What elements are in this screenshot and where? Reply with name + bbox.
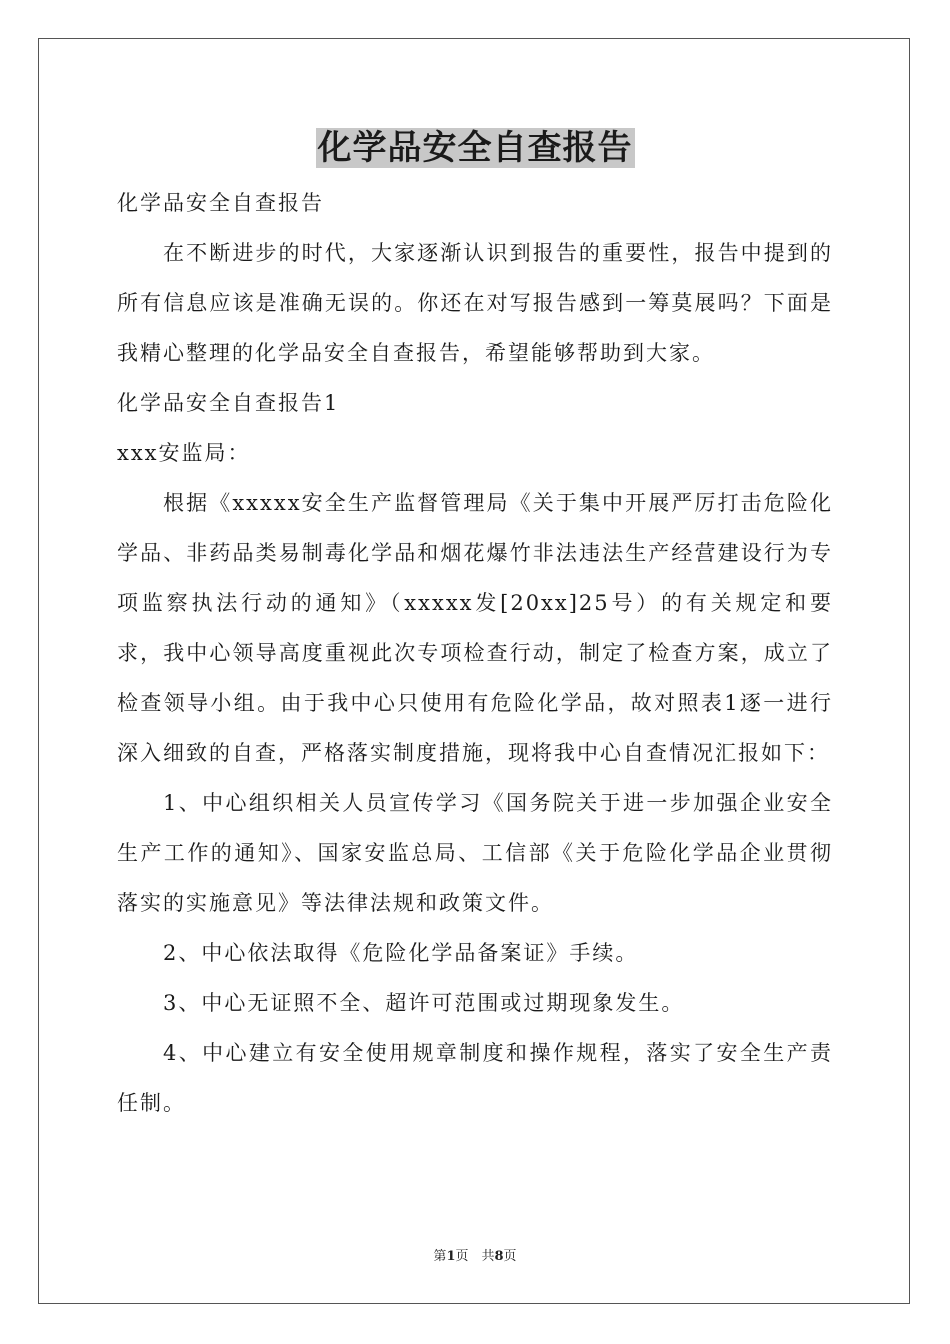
body-paragraph: 根据《xxxxx安全生产监督管理局《关于集中开展严厉打击危险化学品、非药品类易制毒化学品和烟花爆竹非法违法生产经营建设行为专项监察执法行动的通知》（xxxxx发[20xx]25号）的有关规定和要求，我中心领导高度重视此次专项检查行动，制定了检查方案，成立了检查领导小组。由于我中心只使用有危险化学品，故对照表1逐一进行深入细致的自查，严格落实制度措施，现将我中心自查情况汇报如下： bbox=[117, 491, 833, 765]
list-item-1: 1、中心组织相关人员宣传学习《国务院关于进一步加强企业安全生产工作的通知》、国家安监总局、工信部《关于危险化学品企业贯彻落实的实施意见》等法律法规和政策文件。 bbox=[117, 791, 833, 915]
document-title bbox=[0, 126, 950, 170]
document-body bbox=[117, 178, 833, 1128]
list-item-3: 3、中心无证照不全、超许可范围或过期现象发生。 bbox=[163, 991, 685, 1015]
footer-page-suffix: 页 bbox=[503, 1249, 517, 1264]
subtitle-line: 化学品安全自查报告 bbox=[117, 191, 324, 215]
section-heading: 化学品安全自查报告1 bbox=[117, 391, 340, 415]
list-item-4: 4、中心建立有安全使用规章制度和操作规程，落实了安全生产责任制。 bbox=[117, 1041, 833, 1115]
footer-total-pages: 8 bbox=[494, 1249, 504, 1264]
intro-paragraph: 在不断进步的时代，大家逐渐认识到报告的重要性，报告中提到的所有信息应该是准确无误的。你还在对写报告感到一筹莫展吗？下面是我精心整理的化学品安全自查报告，希望能够帮助到大家。 bbox=[117, 241, 833, 365]
page-footer bbox=[0, 1248, 950, 1266]
document-title-text: 化学品安全自查报告 bbox=[317, 128, 633, 168]
salutation: xxx安监局： bbox=[117, 441, 251, 465]
footer-page-number: 1 bbox=[446, 1249, 456, 1264]
list-item-2: 2、中心依法取得《危险化学品备案证》手续。 bbox=[163, 941, 639, 965]
footer-page-prefix: 第 bbox=[433, 1249, 447, 1264]
footer-page-mid: 页 共 bbox=[455, 1249, 495, 1264]
